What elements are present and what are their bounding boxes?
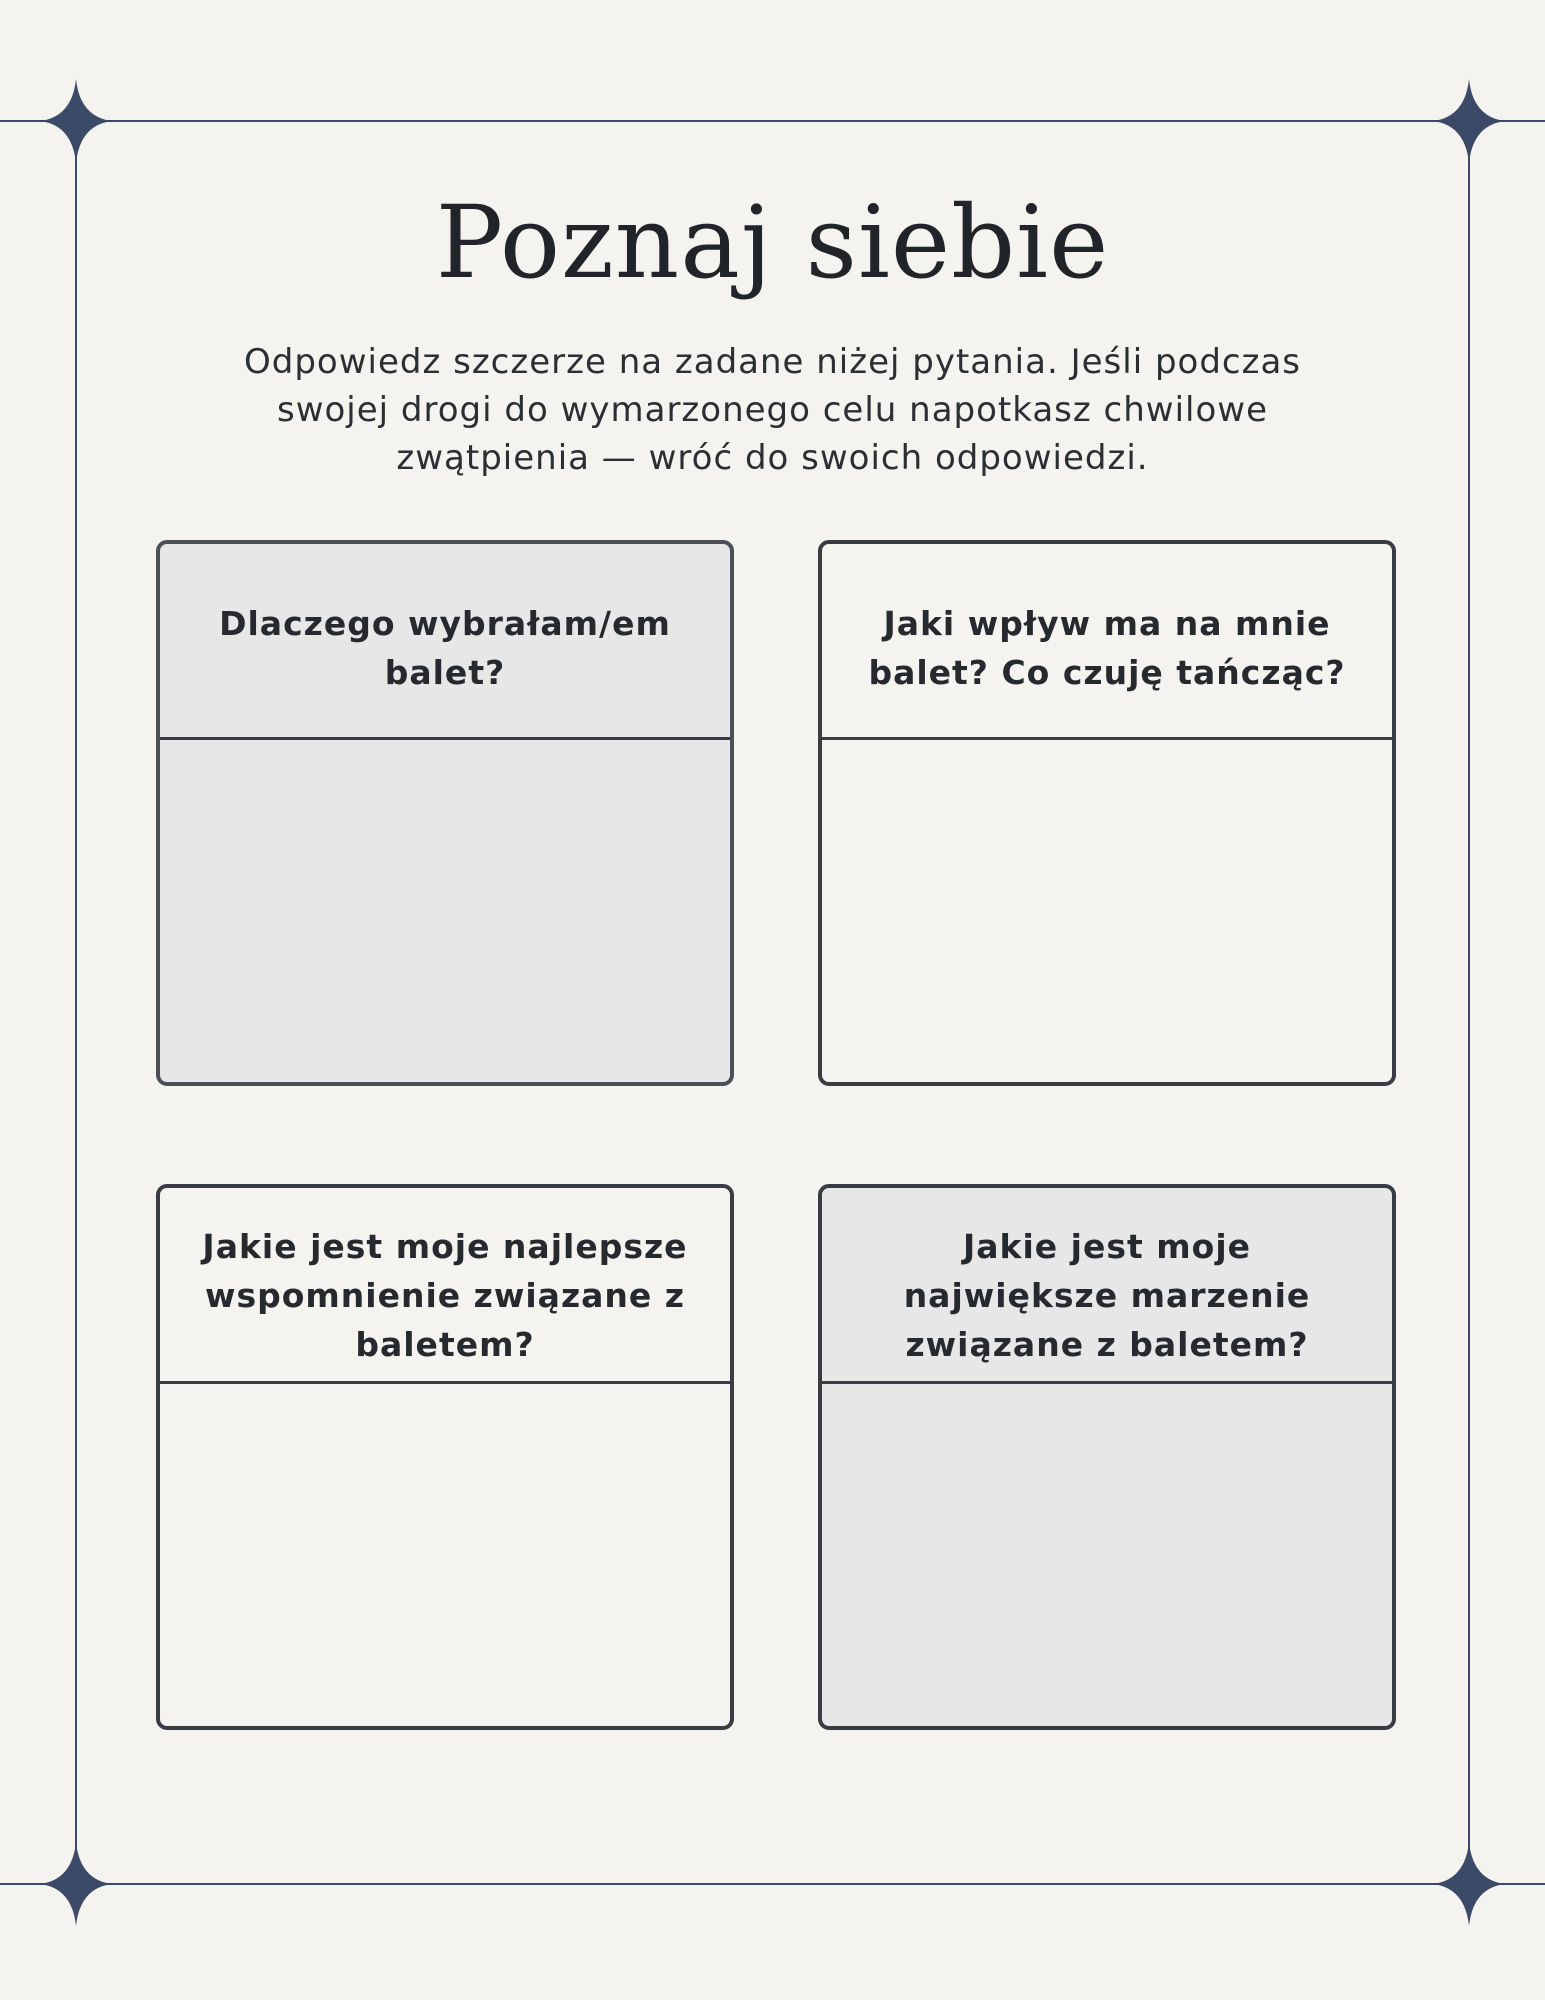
star-icon (40, 1842, 112, 1926)
frame-top-line (0, 120, 1545, 122)
frame-bottom-line (0, 1883, 1545, 1885)
question-card-why-ballet (156, 540, 734, 1086)
star-icon (1433, 1842, 1505, 1926)
answer-area[interactable] (160, 1384, 730, 1726)
question-header (160, 1188, 730, 1384)
page-title: Poznaj siebie (435, 184, 1110, 301)
question-text: Dlaczego wybrałam/em balet? (219, 604, 671, 692)
question-text: Jakie jest moje największe marzenie związane z baletem? (903, 1227, 1311, 1364)
star-icon (1433, 79, 1505, 163)
page-subtitle: Odpowiedz szczerze na zadane niżej pytania. Jeśli podczas swojej drogi do wymarzonego celu napotkasz chwilowe zwątpienia — wróć do swoich odpowiedzi. (243, 342, 1301, 478)
answer-area[interactable] (822, 1384, 1392, 1726)
frame-right-line (1468, 120, 1470, 1885)
question-text: Jakie jest moje najlepsze wspomnienie związane z baletem? (202, 1227, 688, 1364)
star-icon (40, 79, 112, 163)
answer-area[interactable] (160, 740, 730, 1082)
question-card-ballet-influence (818, 540, 1396, 1086)
question-header (160, 544, 730, 740)
question-header (822, 1188, 1392, 1384)
answer-area[interactable] (822, 740, 1392, 1082)
frame-left-line (75, 120, 77, 1885)
question-card-biggest-dream (818, 1184, 1396, 1730)
question-text: Jaki wpływ ma na mnie balet? Co czuję tańcząc? (868, 604, 1346, 692)
question-card-best-memory (156, 1184, 734, 1730)
question-header (822, 544, 1392, 740)
